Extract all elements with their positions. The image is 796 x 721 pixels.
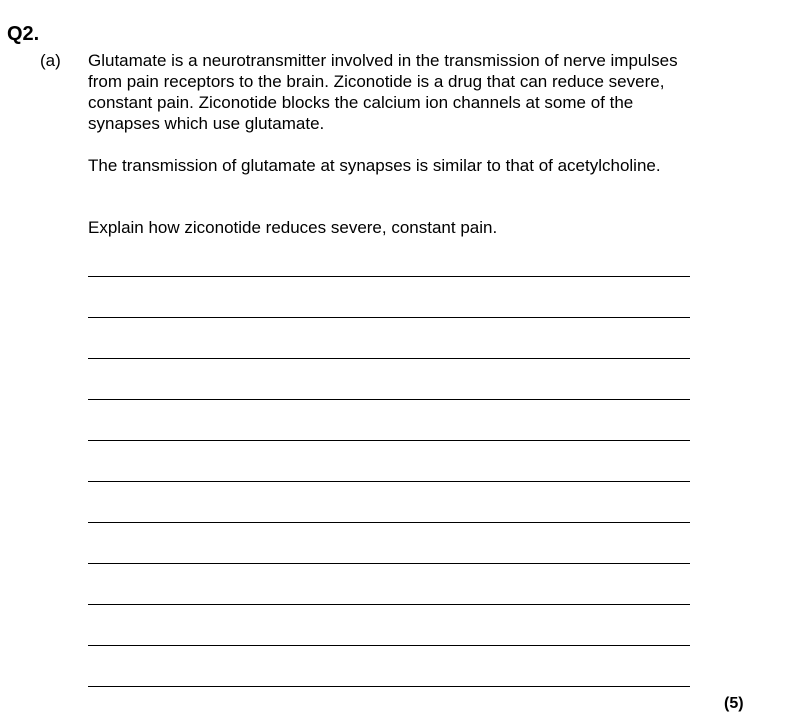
question-stem-paragraph: Glutamate is a neurotransmitter involved in the transmission of nerve impulses from pain receptors to the brain. Ziconotide is a drug that can reduce severe, constant pain. Ziconotide blocks the calcium ion channels at some of the synapses which use glutamate. bbox=[88, 51, 678, 133]
instruction-paragraph: Explain how ziconotide reduces severe, constant pain. bbox=[88, 218, 498, 237]
answer-line[interactable] bbox=[88, 481, 690, 482]
question-number: Q2. bbox=[7, 23, 40, 45]
context-paragraph: The transmission of glutamate at synapses is similar to that of acetylcholine. bbox=[88, 156, 661, 175]
answer-line[interactable] bbox=[88, 276, 690, 277]
answer-line[interactable] bbox=[88, 440, 690, 441]
answer-line[interactable] bbox=[88, 563, 690, 564]
answer-line[interactable] bbox=[88, 358, 690, 359]
part-label: (a) bbox=[40, 51, 61, 70]
marks-indicator: (5) bbox=[724, 695, 744, 712]
answer-line[interactable] bbox=[88, 645, 690, 646]
answer-area[interactable] bbox=[88, 0, 690, 721]
answer-line[interactable] bbox=[88, 399, 690, 400]
answer-line[interactable] bbox=[88, 522, 690, 523]
answer-line[interactable] bbox=[88, 317, 690, 318]
answer-line[interactable] bbox=[88, 604, 690, 605]
answer-line[interactable] bbox=[88, 686, 690, 687]
